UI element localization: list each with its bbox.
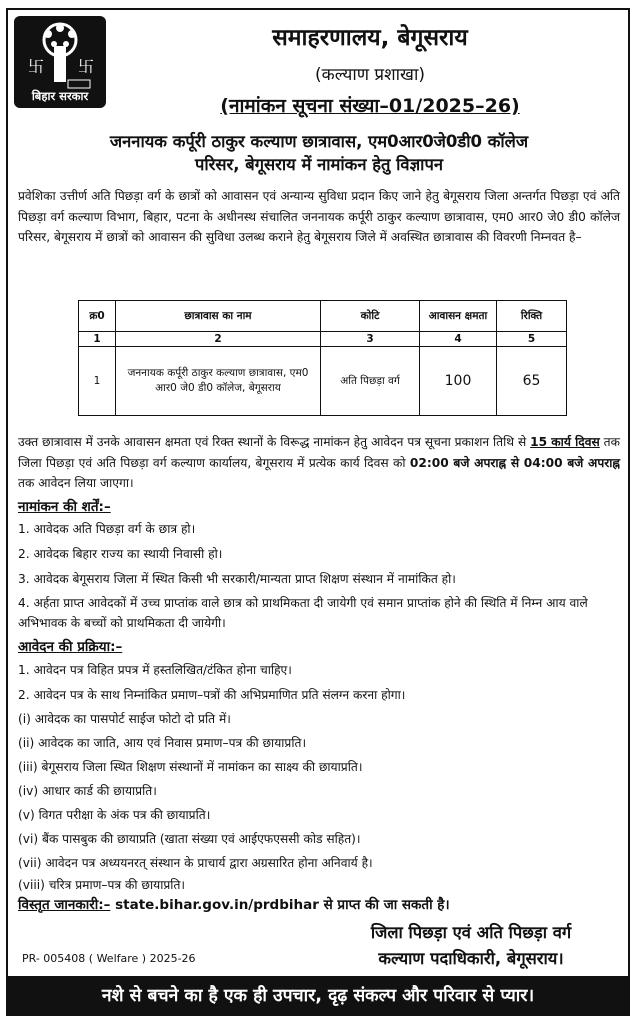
- para2-days: 15 कार्य दिवस: [530, 435, 600, 449]
- table-row: [79, 347, 567, 416]
- list-item: (vii) आवेदन पत्र अध्ययनरत् संस्थान के प्राचार्य द्वारा अग्रसारित होना अनिवार्य है।: [18, 856, 373, 870]
- notice-number: (नामांकन सूचना संख्या–01/2025–26): [220, 95, 520, 117]
- table-cell: 3: [321, 332, 420, 347]
- table-cell: 1: [79, 347, 116, 416]
- list-item: (iv) आधार कार्ड की छायाप्रति।: [18, 784, 157, 798]
- table-cell: 2: [116, 332, 321, 347]
- list-item: 2. आवेदक बिहार राज्य का स्थायी निवासी हो।: [18, 547, 223, 561]
- branch-title: (कल्याण प्रशाखा): [315, 65, 425, 85]
- application-paragraph: [18, 432, 620, 494]
- table-header: कोटि: [321, 301, 420, 332]
- list-item: 4. अर्हता प्राप्त आवेदकों में उच्च प्राप्तांक वाले छात्र को प्राथमिकता दी जायेगी एवं समान प्राप्तांक होने की स्थिति में निम्न आय वाले अभिभावक के बच्चों को प्राथमिकता दी जायेगी।: [18, 596, 588, 630]
- table-header: आवासन क्षमता: [420, 301, 497, 332]
- table-cell: 65: [497, 347, 567, 416]
- pr-number: PR- 005408 ( Welfare ) 2025-26: [22, 952, 196, 965]
- conditions-heading: नामांकन की शर्तें:–: [18, 499, 111, 515]
- signature-block: [326, 920, 616, 972]
- list-item: 2. आवेदन पत्र के साथ निम्नांकित प्रमाण–पत्रों की अभिप्रमाणित प्रति संलग्न करना होगा।: [18, 688, 406, 702]
- title-line-1: जननायक कर्पूरी ठाकुर कल्याण छात्रावास, एम0आर0जे0डी0 कॉलेज: [109, 132, 529, 151]
- advertisement-title: [14, 130, 624, 176]
- table-cell: 4: [420, 332, 497, 347]
- list-item: 1. आवेदन पत्र विहित प्रपत्र में हस्तलिखित/टंकित होना चाहिए।: [18, 663, 292, 677]
- table-cell: अति पिछड़ा वर्ग: [321, 347, 420, 416]
- list-item: 1. आवेदक अति पिछड़ा वर्ग के छात्र हो।: [18, 522, 196, 536]
- svg-text:卐: 卐: [78, 57, 95, 76]
- list-item: (v) विगत परीक्षा के अंक पत्र की छायाप्रति।: [18, 808, 211, 822]
- list-item: (vi) बैंक पासबुक की छायाप्रति (खाता संख्या एवं आईएफएससी कोड सहित)।: [18, 832, 361, 846]
- list-item: (ii) आवेदक का जाति, आय एवं निवास प्रमाण–पत्र की छायाप्रति।: [18, 736, 307, 750]
- list-item: (viii) चरित्र प्रमाण–पत्र की छायाप्रति।: [18, 878, 186, 892]
- bihar-govt-logo: [14, 16, 106, 108]
- process-heading: आवेदन की प्रक्रिया:–: [18, 639, 123, 655]
- footer-slogan: नशे से बचने का है एक ही उपचार, दृढ़ संकल्प और परिवार से प्यार।: [6, 976, 630, 1016]
- para2-text-c: तक आवेदन लिया जाएगा।: [18, 476, 134, 490]
- more-info-label: विस्तृत जानकारी:–: [18, 897, 111, 913]
- para2-text-b: तक जिला पिछड़ा एवं अति पिछड़ा वर्ग कल्याण कार्यालय, बेगूसराय में प्रत्येक कार्य दिवस को: [18, 435, 620, 470]
- signature-line-1: जिला पिछड़ा एवं अति पिछड़ा वर्ग: [370, 923, 572, 942]
- more-info: [18, 895, 450, 913]
- list-item: (i) आवेदक का पासपोर्ट साईज फोटो दो प्रति में।: [18, 712, 231, 726]
- table-row: [79, 332, 567, 347]
- table-header: छात्रावास का नाम: [116, 301, 321, 332]
- para2-time: 02:00 बजे अपराह्न से 04:00 बजे अपराह्न: [409, 455, 621, 470]
- office-title: समाहरणालय, बेगूसराय: [272, 25, 468, 51]
- table-cell: 1: [79, 332, 116, 347]
- hostel-table: [78, 300, 567, 416]
- table-header: क्र0: [79, 301, 116, 332]
- title-line-2: परिसर, बेगूसराय में नामांकन हेतु विज्ञापन: [194, 155, 443, 174]
- logo-text: बिहार सरकार: [31, 89, 89, 103]
- list-item: 3. आवेदक बेगूसराय जिला में स्थित किसी भी सरकारी/मान्यता प्राप्त शिक्षण संस्थान में नामांकित हो।: [18, 572, 456, 586]
- list-item: (iii) बेगूसराय जिला स्थित शिक्षण संस्थानों में नामांकन का साक्ष्य की छायाप्रति।: [18, 760, 363, 774]
- table-cell: 100: [420, 347, 497, 416]
- more-info-link[interactable]: state.bihar.gov.in/prdbihar से प्राप्त की जा सकती है।: [110, 897, 450, 913]
- table-cell: 5: [497, 332, 567, 347]
- svg-text:卐: 卐: [28, 57, 45, 76]
- table-header-row: [79, 301, 567, 332]
- intro-paragraph: प्रवेशिका उत्तीर्ण अति पिछड़ा वर्ग के छात्रों को आवासन एवं अन्यान्य सुविधा प्रदान किए जाने हेतु बेगूसराय जिला अन्तर्गत पिछड़ा एवं अति पिछड़ा वर्ग कल्याण विभाग, बिहार, पटना के अधीनस्थ संचालित जननायक कर्पूरी ठाकुर कल्याण छात्रावास, एम0 आर0 जे0 डी0 कॉलेज परिसर, बेगूसराय में छात्रों को आवासन की सुविधा उलब्ध कराने हेतु बेगूसराय जिले में अवस्थित छात्रावास की विवरणी निम्नवत है–: [18, 189, 620, 244]
- table-header: रिक्ति: [497, 301, 567, 332]
- para2-text-a: उक्त छात्रावास में उनके आवासन क्षमता एवं रिक्त स्थानों के विरूद्ध नामांकन हेतु आवेदन पत्र सूचना प्रकाशन तिथि से: [18, 435, 531, 449]
- signature-line-2: कल्याण पदाधिकारी, बेगूसराय।: [378, 949, 564, 968]
- table-cell: जननायक कर्पूरी ठाकुर कल्याण छात्रावास, एम0 आर0 जे0 डी0 कॉलेज, बेगूसराय: [116, 347, 321, 416]
